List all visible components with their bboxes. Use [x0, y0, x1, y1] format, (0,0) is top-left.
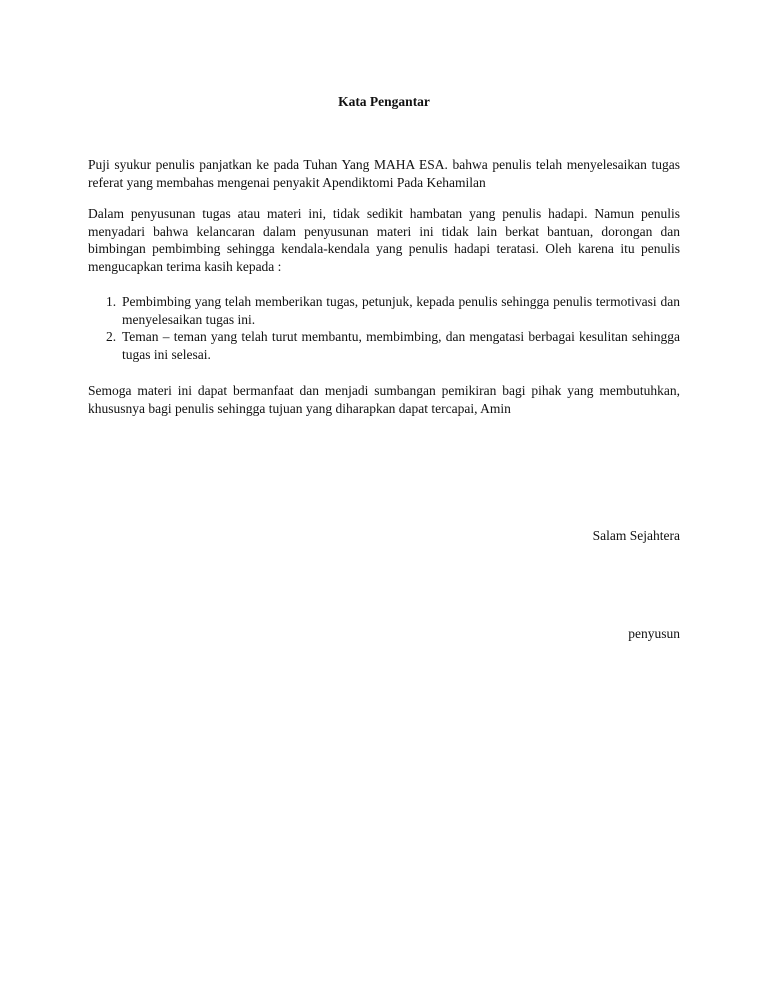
salutation: Salam Sejahtera: [592, 528, 680, 543]
body-paragraph: Dalam penyusunan tugas atau materi ini, tidak sedikit hambatan yang penulis hadapi. Namun penulis menyadari bahwa kelancaran dalam penyusunan materi ini tidak lain berkat bantuan, dorongan dan bimbingan pembimbing sehingga kendala-kendala yang penulis hadapi teratasi. Oleh karena itu penulis mengucapkan terima kasih kepada :: [88, 206, 680, 274]
list-item: [88, 293, 680, 328]
list-item-text: Teman – teman yang telah turut membantu, membimbing, dan mengatasi berbagai kesulitan sehingga tugas ini selesai.: [122, 329, 680, 362]
list-number: 2.: [106, 329, 117, 344]
page-title: Kata Pengantar: [338, 94, 430, 109]
list-item: [88, 328, 680, 363]
acknowledgement-list: [88, 293, 680, 363]
list-number: 1.: [106, 294, 117, 309]
signature: penyusun: [628, 626, 680, 641]
intro-paragraph: Puji syukur penulis panjatkan ke pada Tuhan Yang MAHA ESA. bahwa penulis telah menyelesaikan tugas referat yang membahas mengenai penyakit Apendiktomi Pada Kehamilan: [88, 157, 680, 190]
closing-paragraph: Semoga materi ini dapat bermanfaat dan menjadi sumbangan pemikiran bagi pihak yang membutuhkan, khususnya bagi penulis sehingga tujuan yang diharapkan dapat tercapai, Amin: [88, 383, 680, 416]
list-item-text: Pembimbing yang telah memberikan tugas, petunjuk, kepada penulis sehingga penulis termotivasi dan menyelesaikan tugas ini.: [122, 294, 680, 327]
